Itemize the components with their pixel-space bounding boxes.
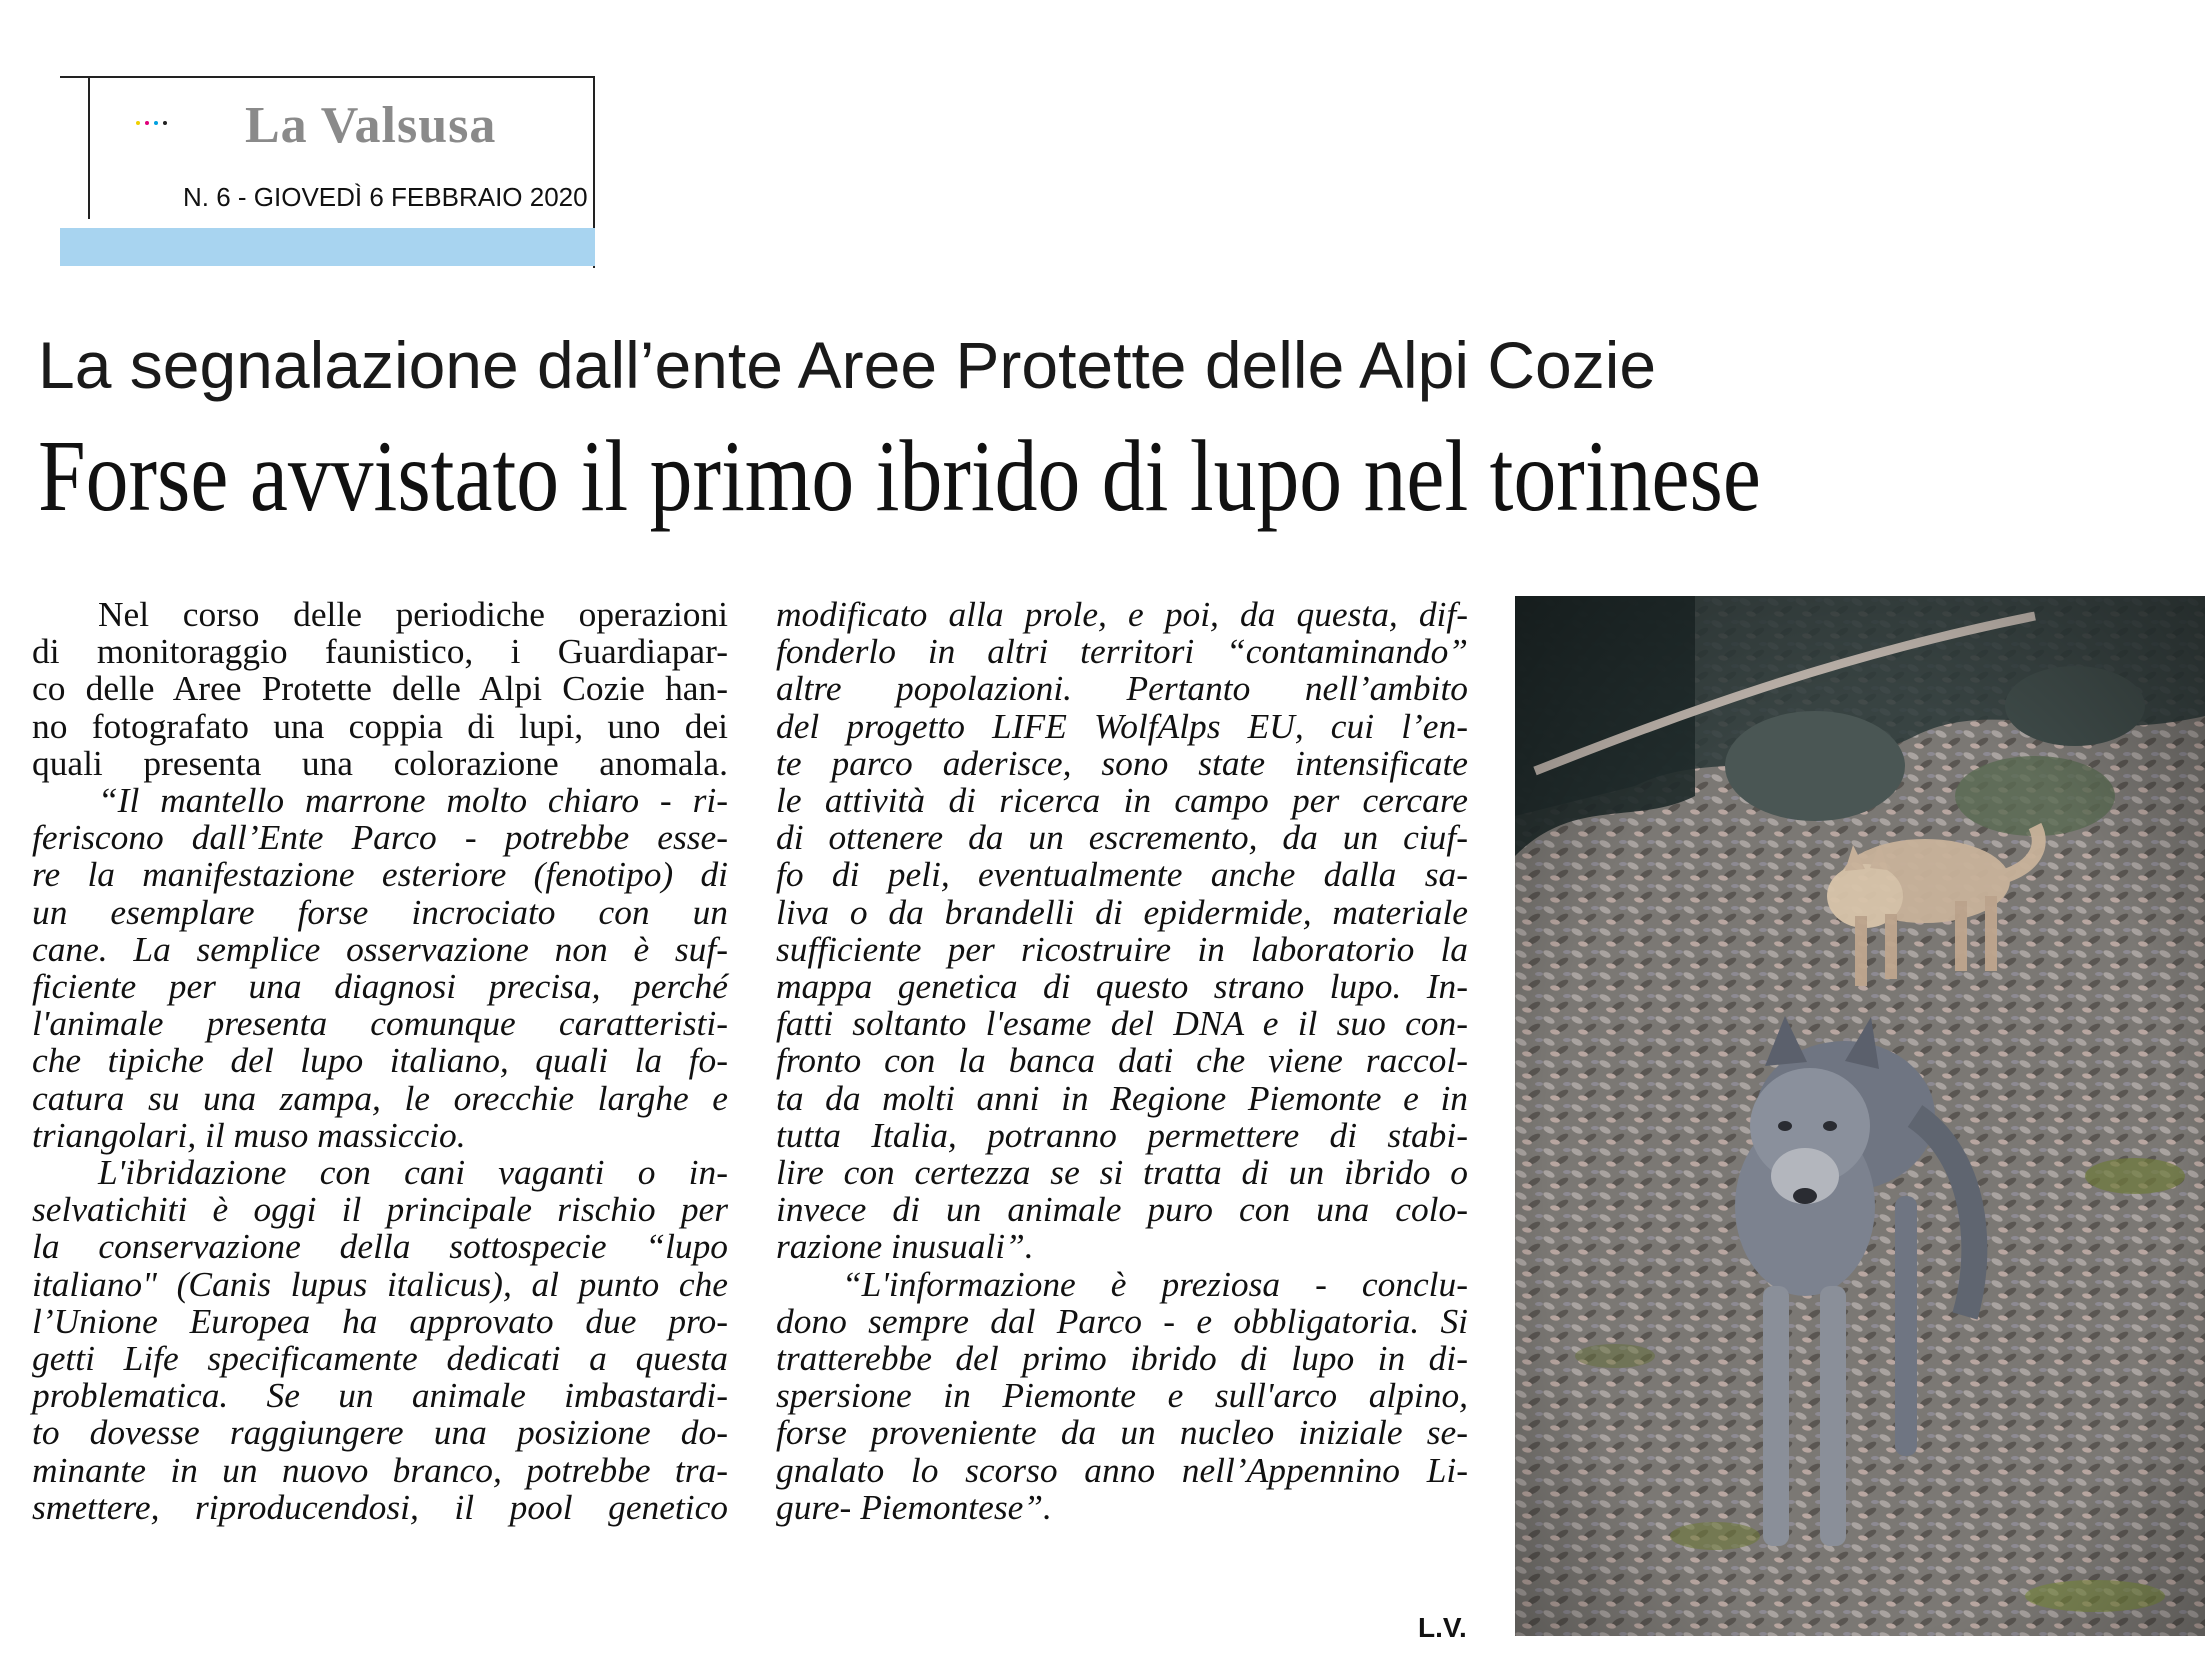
text-line: spersione in Piemonte e sull'arco alpino, xyxy=(776,1375,1468,1416)
text-line: te parco aderisce, sono state intensificate xyxy=(776,742,1468,783)
wolf-photo-illustration xyxy=(1515,596,2205,1636)
article-headline: Forse avvistato il primo ibrido di lupo nel torinese xyxy=(38,420,1761,533)
text-line: l’Unione Europea ha approvato due pro- xyxy=(32,1300,728,1341)
text-line: gnalato lo scorso anno nell’Appennino Li- xyxy=(776,1449,1468,1490)
text-line: fronto con la banca dati che viene raccol- xyxy=(776,1040,1468,1081)
text-line: italiano" (Canis lupus italicus), al punto che xyxy=(32,1263,728,1304)
text-line: problematica. Se un animale imbastardi- xyxy=(32,1375,728,1416)
text-line: selvatichiti è oggi il principale rischio per xyxy=(32,1189,728,1230)
masthead-rule xyxy=(88,76,90,219)
text-line: mappa genetica di questo strano lupo. In- xyxy=(776,966,1468,1007)
newspaper-logo: La Valsusa xyxy=(245,97,497,154)
text-line: tratterebbe del primo ibrido di lupo in di- xyxy=(776,1338,1468,1379)
text-line: modificato alla prole, e poi, da questa, dif- xyxy=(776,594,1468,634)
text-line: sufficiente per ricostruire in laboratorio la xyxy=(776,928,1468,969)
text-line: ta da molti anni in Regione Piemonte e in xyxy=(776,1077,1468,1118)
text-line: gure- Piemontese”. xyxy=(776,1486,1052,1527)
text-line: liva o da brandelli di epidermide, materiale xyxy=(776,891,1468,932)
text-line: fonderlo in altri territori “contaminando” xyxy=(776,631,1468,672)
article-kicker: La segnalazione dall’ente Aree Protette delle Alpi Cozie xyxy=(38,328,1657,402)
article-column-1 xyxy=(32,596,728,1526)
text-line: catura su una zampa, le orecchie larghe e xyxy=(32,1077,728,1118)
text-line: to dovesse raggiungere una posizione do- xyxy=(32,1412,728,1453)
text-line: cane. La semplice osservazione non è suf- xyxy=(32,928,728,969)
text-line: feriscono dall’Ente Parco - potrebbe esse- xyxy=(32,817,728,858)
text-line: fo di peli, eventualmente anche dalla sa- xyxy=(776,854,1468,895)
text-line: la conservazione della sottospecie “lupo xyxy=(32,1226,728,1267)
text-line: “L'informazione è preziosa - conclu- xyxy=(842,1263,1468,1304)
text-line: getti Life specificamente dedicati a questa xyxy=(32,1338,728,1379)
text-line: L'ibridazione con cani vaganti o in- xyxy=(98,1152,728,1193)
text-line: l'animale presenta comunque caratteristi- xyxy=(32,1003,728,1044)
text-line: un esemplare forse incrociato con un xyxy=(32,891,728,932)
text-line: del progetto LIFE WolfAlps EU, cui l’en- xyxy=(776,705,1468,746)
issue-date: N. 6 - GIOVEDÌ 6 FEBBRAIO 2020 xyxy=(183,182,588,212)
article-column-2 xyxy=(776,596,1468,1526)
text-line: smettere, riproducendosi, il pool genetico xyxy=(32,1486,728,1527)
text-line: dono sempre dal Parco - e obbligatoria. Si xyxy=(776,1300,1468,1341)
text-line: forse proveniente da un nucleo iniziale se- xyxy=(776,1412,1468,1453)
text-line: altre popolazioni. Pertanto nell’ambito xyxy=(776,668,1468,709)
text-line: Nel corso delle periodiche operazioni xyxy=(98,594,728,634)
author-signature: L.V. xyxy=(1418,1612,1467,1643)
text-line: quali presenta una colorazione anomala. xyxy=(32,742,728,783)
text-line: triangolari, il muso massiccio. xyxy=(32,1114,466,1155)
text-line: lire con certezza se si tratta di un ibrido o xyxy=(776,1152,1468,1193)
text-line: che tipiche del lupo italiano, quali la fo- xyxy=(32,1040,728,1081)
text-line: ficiente per una diagnosi precisa, perché xyxy=(32,966,728,1007)
text-line: invece di un animale puro con una colo- xyxy=(776,1189,1468,1230)
text-line: le attività di ricerca in campo per cercare xyxy=(776,780,1468,821)
text-line: minante in un nuovo branco, potrebbe tra- xyxy=(32,1449,728,1490)
text-line: “Il mantello marrone molto chiaro - ri- xyxy=(98,780,728,821)
masthead-band xyxy=(60,228,595,266)
masthead-color-dots xyxy=(136,112,172,118)
text-line: tutta Italia, potranno permettere di stabi- xyxy=(776,1114,1468,1155)
text-line: fatti soltanto l'esame del DNA e il suo con- xyxy=(776,1003,1468,1044)
text-line: co delle Aree Protette delle Alpi Cozie han- xyxy=(32,668,728,709)
text-line: di monitoraggio faunistico, i Guardiapar- xyxy=(32,631,728,672)
text-line: re la manifestazione esteriore (fenotipo) di xyxy=(32,854,728,895)
text-line: razione inusuali”. xyxy=(776,1226,1034,1267)
wolf-photo xyxy=(1515,596,2205,1636)
text-line: no fotografato una coppia di lupi, uno dei xyxy=(32,705,728,746)
text-line: di ottenere da un escremento, da un ciuf- xyxy=(776,817,1468,858)
